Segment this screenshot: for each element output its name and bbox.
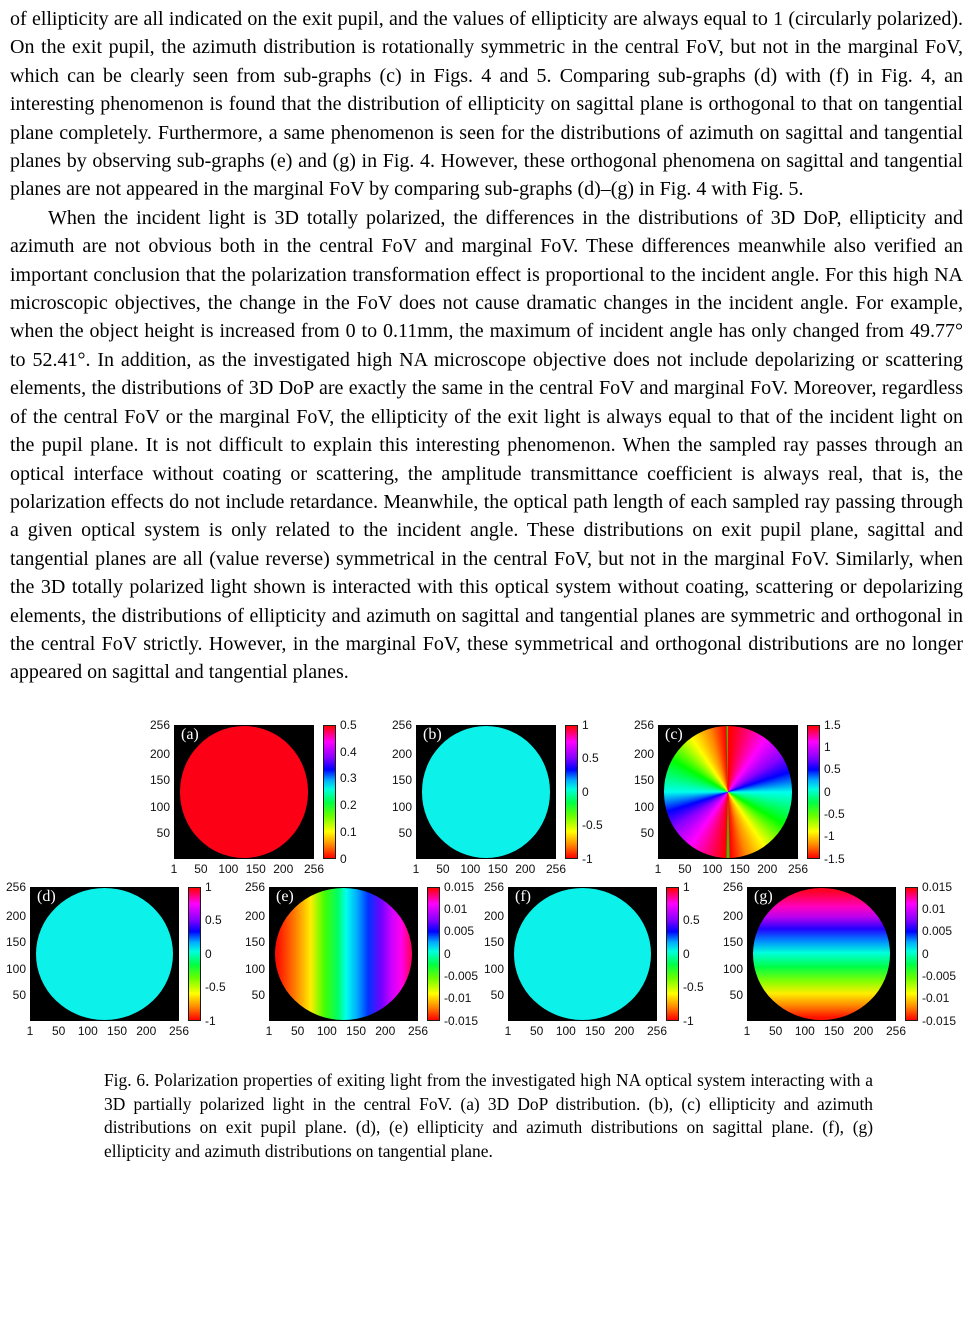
- x-tick-label: 150: [585, 1023, 606, 1038]
- y-axis-ticks-g: [721, 879, 747, 1021]
- y-tick-label: 256: [633, 717, 654, 732]
- figure-caption: Fig. 6. Polarization properties of exiting light from the investigated high NA optical system interacting with a 3D partially polarized light in the central FoV. (a) 3D DoP distribution. (b), (c) ellipticity and azimuth distributions on exit pupil plane. (d), (e) ellipticity and azimuth distributions on sagittal plane. (f), (g) ellipticity and azimuth distributions on tangential plane.: [104, 1069, 873, 1162]
- colorbar-tick-label: 0: [444, 946, 451, 961]
- y-tick-label: 50: [490, 988, 504, 1002]
- colorbar-tick-label: 0.3: [340, 771, 357, 786]
- colorbar-tick-label: 0.5: [340, 717, 357, 732]
- x-tick-label: 200: [614, 1023, 635, 1038]
- colorbar-tick-label: 1: [205, 879, 212, 894]
- colorbar-tick-label: 0.4: [340, 744, 357, 759]
- x-tick-label: 256: [168, 1023, 190, 1038]
- x-tick-label: 256: [407, 1023, 429, 1038]
- y-axis-ticks-b: [390, 717, 416, 859]
- y-tick-label: 100: [149, 799, 170, 814]
- y-tick-label: 100: [244, 961, 265, 976]
- colorbar-tick-label: 1.5: [824, 717, 841, 732]
- y-tick-label: 200: [483, 909, 504, 924]
- plot-column-b: [412, 725, 567, 877]
- panel-label-e: (e): [276, 887, 294, 905]
- colorbar-a: [323, 725, 336, 859]
- y-tick-label: 50: [156, 826, 170, 840]
- x-tick-label: 50: [768, 1023, 783, 1038]
- colorbar-tick-label: -1.5: [824, 851, 845, 866]
- colorbar-tick-label: 0: [824, 784, 831, 799]
- colorbar-tick-label: 0.1: [340, 824, 357, 839]
- plot-column-f: [504, 887, 668, 1039]
- x-axis-ticks-c: [654, 859, 809, 877]
- x-tick-label: 50: [290, 1023, 305, 1038]
- colorbar-tick-label: -0.015: [922, 1013, 957, 1028]
- y-tick-label: 50: [251, 988, 265, 1002]
- x-axis-ticks-e: [265, 1021, 429, 1039]
- plot-area-d: [30, 887, 179, 1021]
- colorbar-d: [188, 887, 201, 1021]
- x-tick-label: 1: [654, 861, 662, 876]
- x-axis-ticks-b: [412, 859, 567, 877]
- y-tick-label: 150: [633, 773, 654, 788]
- y-tick-label: 150: [391, 773, 412, 788]
- x-tick-label: 200: [515, 861, 536, 876]
- subplot-e: [243, 879, 480, 1039]
- panel-label-d: (d): [37, 887, 56, 905]
- x-tick-label: 100: [77, 1023, 98, 1038]
- paragraph-ellipticity-discussion: of ellipticity are all indicated on the exit pupil, and the values of ellipticity are always equal to 1 (circularly polarized). On the exit pupil, the azimuth distribution is rotationally symmetric in the central FoV, but not in the marginal FoV, which can be clearly seen from sub-graphs (c) in Figs. 4 and 5. Comparing sub-graphs (d) with (f) in Fig. 4, an interesting phenomenon is found that the distribution of ellipticity on sagittal plane is orthogonal to that on tangential plane completely. Furthermore, a same phenomenon is seen for the distributions of azimuth on sagittal and tangential planes by observing sub-graphs (e) and (g) in Fig. 4. However, these orthogonal phenomena on sagittal and tangential planes are not appeared in the marginal FoV by comparing sub-graphs (d)–(g) in Fig. 4 with Fig. 5.: [10, 8, 963, 201]
- y-tick-label: 100: [483, 961, 504, 976]
- colorbar-ticks-g: [918, 879, 958, 1028]
- colorbar-ticks-f: [679, 879, 719, 1028]
- plot-area-f: [508, 887, 657, 1021]
- colorbar-tick-label: 0.01: [444, 902, 468, 917]
- y-tick-label: 50: [398, 826, 412, 840]
- colorbar-ticks-d: [201, 879, 241, 1028]
- colorbar-ticks-a: [336, 717, 380, 866]
- colorbar-tick-label: 0.005: [922, 924, 953, 939]
- colorbar-tick-label: -0.5: [582, 818, 603, 833]
- plot-area-g: [747, 887, 896, 1021]
- colorbar-tick-label: 0.01: [922, 902, 946, 917]
- colorbar-tick-label: 0: [683, 946, 690, 961]
- x-tick-label: 200: [136, 1023, 157, 1038]
- y-tick-label: 256: [244, 879, 265, 894]
- y-tick-label: 100: [722, 961, 743, 976]
- x-tick-label: 50: [436, 861, 450, 876]
- colorbar-tick-label: -0.01: [444, 991, 472, 1006]
- plot-column-g: [743, 887, 907, 1039]
- x-axis-ticks-f: [504, 1021, 668, 1039]
- colorbar-tick-label: -0.5: [683, 980, 704, 995]
- colorbar-c: [807, 725, 820, 859]
- x-tick-label: 1: [743, 1023, 751, 1038]
- plot-column-d: [26, 887, 190, 1039]
- panel-label-c: (c): [665, 725, 683, 743]
- colorbar-tick-label: 1: [683, 879, 690, 894]
- y-tick-label: 256: [483, 879, 504, 894]
- colorbar-tick-label: 0: [582, 784, 589, 799]
- x-tick-label: 50: [51, 1023, 66, 1038]
- x-tick-label: 100: [702, 861, 723, 876]
- figure-row-2: [4, 879, 973, 1039]
- y-tick-label: 256: [5, 879, 26, 894]
- subplot-g: [721, 879, 958, 1039]
- colorbar-tick-label: 0.5: [824, 762, 841, 777]
- x-tick-label: 100: [218, 861, 239, 876]
- x-tick-label: 256: [787, 861, 809, 876]
- colorbar-b: [565, 725, 578, 859]
- x-tick-label: 50: [529, 1023, 544, 1038]
- y-tick-label: 200: [244, 909, 265, 924]
- x-tick-label: 200: [375, 1023, 396, 1038]
- y-axis-ticks-d: [4, 879, 30, 1021]
- x-tick-label: 100: [460, 861, 481, 876]
- pupil-disc-d: [36, 888, 173, 1020]
- paragraph-totally-polarized-discussion: When the incident light is 3D totally polarized, the differences in the distributions of 3D DoP, ellipticity and azimuth are not obvious both in the central FoV and marginal FoV. These differences meanwhile also verified an important conclusion that the polarization transformation effect is proportional to the incident angle. For this high NA microscopic objectives, the change in the FoV does not cause dramatic changes in the incident angle. For example, when the object height is increased from 0 to 0.11mm, the maximum of incident angle has only changed from 49.77° to 52.41°. In addition, as the investigated high NA microscope objective does not include depolarizing or scattering elements, the distributions of 3D DoP are exactly the same in the central FoV and marginal FoV. Moreover, regardless of the central FoV or the marginal FoV, the ellipticity of the exit light is always equal to that of the incident light on the pupil plane. It is not difficult to explain this interesting phenomenon. When the sampled ray passes through an optical interface without coating or scattering, the amplitude transmittance coefficient is always real, that is, the polarization effects do not include retardance. Meanwhile, the optical path length of each sampled ray passing through a given optical system is only related to the incident angle. These distributions on exit pupil plane, sagittal and tangential planes are all (value reverse) symmetrical in the central FoV, but not in the marginal FoV. Similarly, when the 3D totally polarized light shown is interacted with this optical system without coating, scattering or depolarizing elements, the distributions of ellipticity and azimuth on sagittal and tangential planes are symmetric and orthogonal in the central FoV strictly. However, in the marginal FoV, these symmetrical and orthogonal distributions are no longer appeared on sagittal and tangential planes.: [10, 206, 963, 684]
- colorbar-tick-label: 0: [205, 946, 212, 961]
- subplot-d: [4, 879, 241, 1039]
- colorbar-tick-label: 0: [340, 851, 347, 866]
- plot-area-b: [416, 725, 556, 859]
- x-tick-label: 150: [107, 1023, 128, 1038]
- plot-area-a: [174, 725, 314, 859]
- colorbar-tick-label: -1: [683, 1013, 694, 1028]
- y-tick-label: 200: [5, 909, 26, 924]
- colorbar-tick-label: 0.015: [444, 879, 475, 894]
- y-axis-ticks-a: [148, 717, 174, 859]
- x-tick-label: 100: [316, 1023, 337, 1038]
- x-axis-ticks-g: [743, 1021, 907, 1039]
- x-tick-label: 200: [757, 861, 778, 876]
- panel-label-g: (g): [754, 887, 773, 905]
- x-tick-label: 256: [646, 1023, 668, 1038]
- colorbar-tick-label: 1: [824, 740, 831, 755]
- x-tick-label: 256: [545, 861, 567, 876]
- x-tick-label: 256: [885, 1023, 907, 1038]
- colorbar-tick-label: -0.015: [444, 1013, 479, 1028]
- plot-column-c: [654, 725, 809, 877]
- colorbar-tick-label: -1: [582, 851, 593, 866]
- x-tick-label: 50: [194, 861, 208, 876]
- x-tick-label: 200: [853, 1023, 874, 1038]
- y-axis-ticks-e: [243, 879, 269, 1021]
- y-tick-label: 256: [391, 717, 412, 732]
- colorbar-tick-label: -0.01: [922, 991, 950, 1006]
- x-tick-label: 50: [678, 861, 692, 876]
- subplot-c: [632, 717, 864, 877]
- y-tick-label: 50: [640, 826, 654, 840]
- x-tick-label: 256: [303, 861, 325, 876]
- subplot-b: [390, 717, 622, 877]
- colorbar-tick-label: -0.5: [824, 807, 845, 822]
- pupil-disc-a: [180, 726, 309, 858]
- pupil-disc-b: [422, 726, 551, 858]
- colorbar-tick-label: 1: [582, 717, 589, 732]
- y-tick-label: 200: [633, 747, 654, 762]
- y-tick-label: 256: [722, 879, 743, 894]
- y-tick-label: 100: [633, 799, 654, 814]
- colorbar-tick-label: -0.005: [444, 969, 479, 984]
- y-tick-label: 150: [483, 935, 504, 950]
- colorbar-ticks-c: [820, 717, 864, 866]
- x-tick-label: 200: [273, 861, 294, 876]
- y-tick-label: 200: [722, 909, 743, 924]
- subplot-a: [148, 717, 380, 877]
- colorbar-ticks-e: [440, 879, 480, 1028]
- y-tick-label: 200: [149, 747, 170, 762]
- y-tick-label: 150: [5, 935, 26, 950]
- pupil-disc-c: [664, 726, 793, 858]
- y-tick-label: 200: [391, 747, 412, 762]
- plot-area-c: [658, 725, 798, 859]
- y-tick-label: 50: [729, 988, 743, 1002]
- y-tick-label: 150: [244, 935, 265, 950]
- x-tick-label: 1: [26, 1023, 34, 1038]
- x-tick-label: 1: [504, 1023, 512, 1038]
- colorbar-tick-label: 0.5: [582, 751, 599, 766]
- pupil-disc-g: [753, 888, 890, 1020]
- colorbar-ticks-b: [578, 717, 622, 866]
- panel-label-b: (b): [423, 725, 442, 743]
- panel-label-a: (a): [181, 725, 199, 743]
- y-axis-ticks-c: [632, 717, 658, 859]
- x-tick-label: 150: [245, 861, 266, 876]
- x-tick-label: 150: [729, 861, 750, 876]
- colorbar-tick-label: 0.005: [444, 924, 475, 939]
- x-tick-label: 150: [346, 1023, 367, 1038]
- colorbar-tick-label: -1: [824, 829, 835, 844]
- x-tick-label: 1: [265, 1023, 273, 1038]
- x-tick-label: 150: [487, 861, 508, 876]
- x-tick-label: 100: [555, 1023, 576, 1038]
- y-tick-label: 150: [722, 935, 743, 950]
- x-tick-label: 150: [824, 1023, 845, 1038]
- panel-label-f: (f): [515, 887, 531, 905]
- y-tick-label: 100: [391, 799, 412, 814]
- colorbar-tick-label: 0.015: [922, 879, 953, 894]
- colorbar-tick-label: -1: [205, 1013, 216, 1028]
- figure-row-1: [148, 717, 973, 877]
- colorbar-tick-label: 0.5: [205, 913, 222, 928]
- x-tick-label: 100: [794, 1023, 815, 1038]
- y-tick-label: 150: [149, 773, 170, 788]
- x-axis-ticks-d: [26, 1021, 190, 1039]
- plot-column-a: [170, 725, 325, 877]
- x-axis-ticks-a: [170, 859, 325, 877]
- plot-column-e: [265, 887, 429, 1039]
- pupil-disc-f: [514, 888, 651, 1020]
- plot-area-e: [269, 887, 418, 1021]
- colorbar-tick-label: 0: [922, 946, 929, 961]
- colorbar-tick-label: -0.005: [922, 969, 957, 984]
- y-axis-ticks-f: [482, 879, 508, 1021]
- colorbar-tick-label: 0.5: [683, 913, 700, 928]
- colorbar-tick-label: 0.2: [340, 798, 357, 813]
- y-tick-label: 256: [149, 717, 170, 732]
- x-tick-label: 1: [170, 861, 178, 876]
- colorbar-g: [905, 887, 918, 1021]
- figure-6: [0, 717, 973, 1164]
- pupil-disc-e: [275, 888, 412, 1020]
- x-tick-label: 1: [412, 861, 420, 876]
- y-tick-label: 50: [12, 988, 26, 1002]
- subplot-f: [482, 879, 719, 1039]
- colorbar-e: [427, 887, 440, 1021]
- colorbar-f: [666, 887, 679, 1021]
- y-tick-label: 100: [5, 961, 26, 976]
- colorbar-tick-label: -0.5: [205, 980, 226, 995]
